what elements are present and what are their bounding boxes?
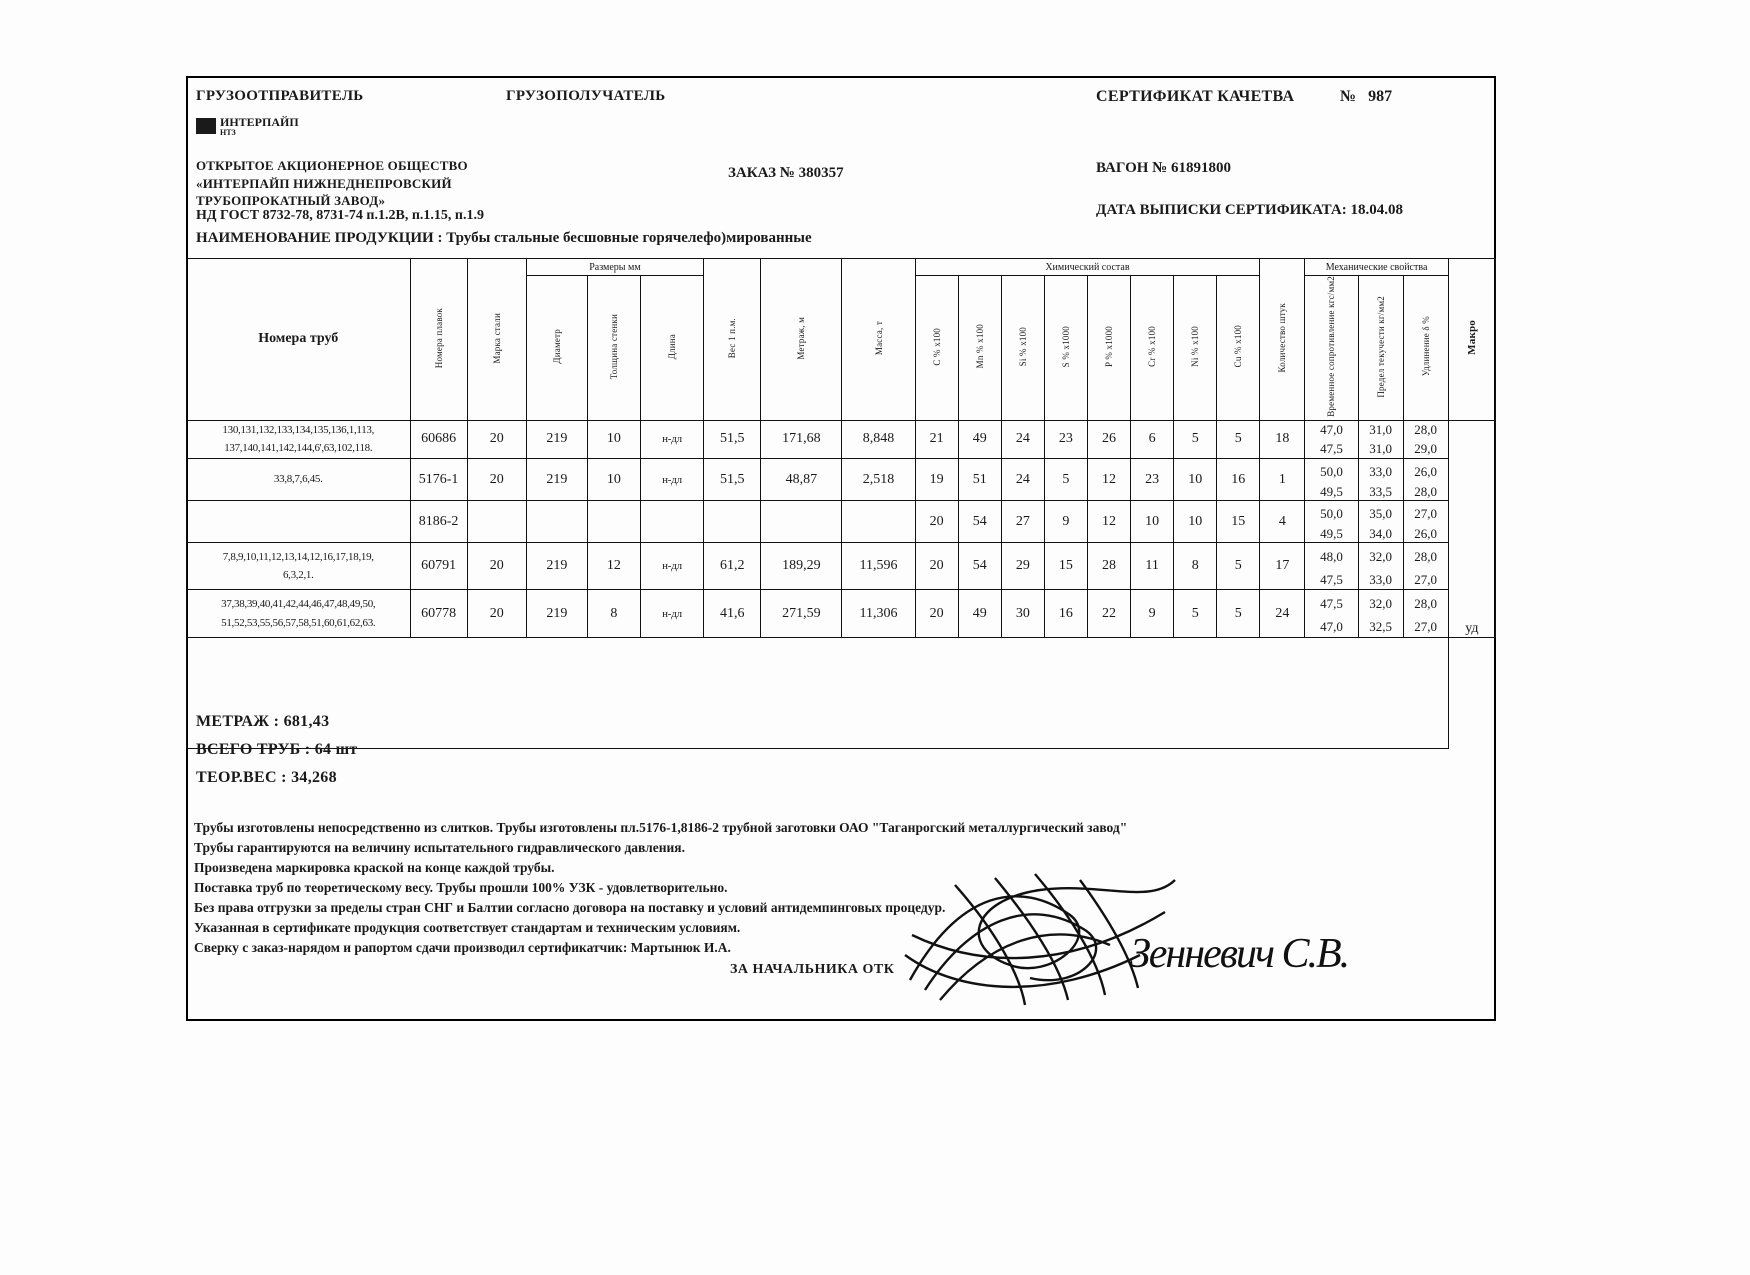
total-theoretical-weight: ТЕОР.ВЕС : 34,268 [196,769,337,786]
company-line-3: ТРУБОПРОКАТНЫЙ ЗАВОД» [196,193,386,208]
cell-mass: 11,596 [842,543,915,590]
table-totals-row [187,637,1496,748]
tube-numbers-line: 37,38,39,40,41,42,44,46,47,48,49,50, [221,597,376,610]
cell-quantity: 24 [1260,590,1305,637]
cell-steel-grade [467,501,526,543]
cell-cu: 5 [1217,420,1260,458]
table-group-header-row [187,259,1496,276]
cell-wall: 8 [587,590,640,637]
cell-p: 28 [1087,543,1130,590]
tube-numbers-line: 51,52,53,55,56,57,58,51,60,61,62,63. [221,616,376,629]
cell-meterage: 189,29 [761,543,842,590]
cell-ni: 10 [1174,501,1217,543]
col-header-meterage: Метраж, м [761,259,842,421]
cell-s: 5 [1044,459,1087,501]
col-header-length: Длина [640,276,703,421]
interpipe-logo-icon [196,118,216,134]
cell-si: 27 [1001,501,1044,543]
cell-diameter: 219 [526,420,587,458]
shipper-label: ГРУЗООТПРАВИТЕЛЬ [196,88,364,104]
cell-steel-grade: 20 [467,590,526,637]
note-line: Без права отгрузки за пределы стран СНГ и Балтии согласно договора на поставку и условий антидемпинговых процедур. [194,900,946,915]
cell-yield: 32,0 [1358,590,1403,618]
cell-heat-number: 60686 [410,420,467,458]
issue-date: ДАТА ВЫПИСКИ СЕРТИФИКАТА: 18.04.08 [1096,202,1404,218]
tube-numbers-line: 7,8,9,10,11,12,13,14,12,16,17,18,19, [222,550,374,563]
tube-numbers-line: 137,140,141,142,144,6',63,102,118. [224,442,373,455]
cell-mass: 2,518 [842,459,915,501]
cell-si: 29 [1001,543,1044,590]
tube-numbers-line: 130,131,132,133,134,135,136,1,113, [222,423,375,436]
col-header-elongation: Удлинение δ % [1403,276,1448,421]
cell-mass: 11,306 [842,590,915,637]
cell-tensile: 47,0 [1305,420,1358,439]
cell-length: н-дл [640,590,703,637]
cell-wall [587,501,640,543]
cell-ni: 5 [1174,420,1217,458]
cell-quantity: 17 [1260,543,1305,590]
company-line-1: ОТКРЫТОЕ АКЦИОНЕРНОЕ ОБЩЕСТВО [196,158,468,173]
cell-cr: 11 [1131,543,1174,590]
cell-s: 23 [1044,420,1087,458]
consignee-label: ГРУЗОПОЛУЧАТЕЛЬ [506,88,666,104]
cell-s: 15 [1044,543,1087,590]
col-header-si: Si % x100 [1001,276,1044,421]
cell-tensile: 47,5 [1305,439,1358,458]
cell-yield: 33,5 [1358,484,1403,501]
note-line: Указанная в сертификате продукция соответствует стандартам и техническим условиям. [194,920,741,935]
cell-mn: 54 [958,543,1001,590]
cell-ni: 5 [1174,590,1217,637]
cell-tube-numbers [187,501,411,543]
wagon-number: ВАГОН № 61891800 [1096,160,1231,176]
cell-yield: 35,0 [1358,501,1403,526]
cell-yield: 33,0 [1358,571,1403,590]
standards-line: НД ГОСТ 8732-78, 8731-74 п.1.2В, п.1.15, п.1.9 [196,208,484,223]
cell-elongation: 28,0 [1403,590,1448,618]
cell-length [640,501,703,543]
cell-weight-per-meter: 51,5 [704,459,761,501]
totals-area [187,637,1449,748]
cell-cu: 5 [1217,543,1260,590]
cell-cu: 5 [1217,590,1260,637]
cell-tensile: 47,5 [1305,590,1358,618]
cell-weight-per-meter [704,501,761,543]
cell-steel-grade: 20 [467,543,526,590]
cell-yield: 32,5 [1358,618,1403,637]
table-row [187,420,1496,439]
cell-wall: 10 [587,420,640,458]
cell-elongation: 27,0 [1403,571,1448,590]
cell-quantity: 18 [1260,420,1305,458]
cell-elongation: 29,0 [1403,439,1448,458]
cell-tube-numbers [187,590,411,637]
cell-length: н-дл [640,420,703,458]
cell-mass: 8,848 [842,420,915,458]
cell-steel-grade: 20 [467,459,526,501]
cell-p: 22 [1087,590,1130,637]
cell-elongation: 28,0 [1403,484,1448,501]
cell-tensile: 47,0 [1305,618,1358,637]
cell-length: н-дл [640,459,703,501]
cell-weight-per-meter: 51,5 [704,420,761,458]
col-header-heat-numbers: Номера плавок [410,259,467,421]
cell-tensile: 49,5 [1305,526,1358,543]
col-header-p: P % x1000 [1087,276,1130,421]
group-header-dimensions: Размеры мм [526,259,703,276]
col-header-mass: Масса, т [842,259,915,421]
cell-tensile: 48,0 [1305,543,1358,571]
cell-diameter: 219 [526,459,587,501]
cell-elongation: 26,0 [1403,526,1448,543]
tube-numbers-line: 6,3,2,1. [282,569,314,582]
table-row [187,459,1496,484]
col-header-cu: Cu % x100 [1217,276,1260,421]
certificate-table [186,258,1496,749]
cell-ni: 10 [1174,459,1217,501]
cell-mn: 51 [958,459,1001,501]
cell-s: 9 [1044,501,1087,543]
col-header-cr: Cr % x100 [1131,276,1174,421]
cell-weight-per-meter: 61,2 [704,543,761,590]
cell-yield: 31,0 [1358,439,1403,458]
cell-heat-number: 60778 [410,590,467,637]
cell-yield: 33,0 [1358,459,1403,484]
cell-meterage [761,501,842,543]
cell-tensile: 47,5 [1305,571,1358,590]
certificate-number-symbol: № [1340,88,1357,105]
cell-cu: 16 [1217,459,1260,501]
cell-mass [842,501,915,543]
cell-tube-numbers [187,420,411,458]
tube-numbers-line: 33,8,7,6,45. [273,473,323,486]
note-line: Трубы гарантируются на величину испытательного гидравлического давления. [194,840,685,855]
col-header-wall-thickness: Толщина стенки [587,276,640,421]
cell-si: 30 [1001,590,1044,637]
group-header-mechanical: Механические свойства [1305,259,1448,276]
cell-ni: 8 [1174,543,1217,590]
cell-quantity: 1 [1260,459,1305,501]
cell-elongation: 27,0 [1403,618,1448,637]
total-tubes: ВСЕГО ТРУБ : 64 шт [196,741,358,758]
cell-p: 26 [1087,420,1130,458]
total-meterage: МЕТРАЖ : 681,43 [196,713,330,730]
col-header-ni: Ni % x100 [1174,276,1217,421]
cell-c: 20 [915,590,958,637]
logo-subtext: НТЗ [220,128,236,137]
cell-macro [1448,420,1495,637]
note-line: Трубы изготовлены непосредственно из слитков. Трубы изготовлены пл.5176-1,8186-2 трубной заготовки ОАО "Таганрогский металлургический завод" [194,820,1128,835]
cell-cr: 10 [1131,501,1174,543]
cell-tube-numbers [187,543,411,590]
col-header-mn: Mn % x100 [958,276,1001,421]
col-header-s: S % x1000 [1044,276,1087,421]
col-header-diameter: Диаметр [526,276,587,421]
cell-meterage: 48,87 [761,459,842,501]
cell-diameter: 219 [526,590,587,637]
cell-meterage: 271,59 [761,590,842,637]
cell-si: 24 [1001,459,1044,501]
cell-wall: 12 [587,543,640,590]
cell-c: 21 [915,420,958,458]
cell-heat-number: 5176-1 [410,459,467,501]
table-row [187,590,1496,618]
cell-mn: 49 [958,590,1001,637]
col-header-c: C % x100 [915,276,958,421]
certificate-number [1340,88,1392,106]
cell-mn: 49 [958,420,1001,458]
note-line: Сверку с заказ-нарядом и рапортом сдачи производил сертификатчик: Мартынюк И.А. [194,940,731,955]
cell-heat-number: 60791 [410,543,467,590]
cell-yield: 34,0 [1358,526,1403,543]
cell-elongation: 26,0 [1403,459,1448,484]
group-header-chemistry: Химический состав [915,259,1260,276]
col-header-macro: Макро [1448,259,1495,421]
cell-elongation: 28,0 [1403,543,1448,571]
cell-p: 12 [1087,459,1130,501]
cell-mn: 54 [958,501,1001,543]
note-line: Произведена маркировка краской на конце каждой трубы. [194,860,555,875]
col-header-steel-grade: Марка стали [467,259,526,421]
cell-elongation: 28,0 [1403,420,1448,439]
cell-heat-number: 8186-2 [410,501,467,543]
table-row [187,543,1496,571]
cell-cu: 15 [1217,501,1260,543]
cell-tensile: 50,0 [1305,501,1358,526]
col-header-quantity: Количество штук [1260,259,1305,421]
table-row [187,501,1496,526]
cell-diameter: 219 [526,543,587,590]
cell-meterage: 171,68 [761,420,842,458]
company-line-2: «ИНТЕРПАЙП НИЖНЕДНЕПРОВСКИЙ [196,176,452,191]
cell-c: 20 [915,543,958,590]
signature-label: ЗА НАЧАЛЬНИКА ОТК [730,962,895,977]
macro-value: уд [1465,620,1479,636]
cell-tensile: 49,5 [1305,484,1358,501]
cell-cr: 9 [1131,590,1174,637]
cell-cr: 23 [1131,459,1174,501]
cell-c: 19 [915,459,958,501]
cell-p: 12 [1087,501,1130,543]
cell-cr: 6 [1131,420,1174,458]
col-header-tube-numbers: Номера труб [187,259,411,421]
certificate-number-value: 987 [1368,88,1393,105]
order-number: ЗАКАЗ № 380357 [728,165,844,181]
cell-quantity: 4 [1260,501,1305,543]
cell-s: 16 [1044,590,1087,637]
cell-yield: 31,0 [1358,420,1403,439]
col-header-tensile-strength: Временное сопротивление кгс/мм2 [1305,276,1358,421]
signature-text: Зенневич С.В. [1130,931,1349,977]
cell-elongation: 27,0 [1403,501,1448,526]
cell-yield: 32,0 [1358,543,1403,571]
product-name-line: НАИМЕНОВАНИЕ ПРОДУКЦИИ : Трубы стальные бесшовные горячелефо)мированные [196,230,812,246]
col-header-yield-strength: Предел текучести кг/мм2 [1358,276,1403,421]
cell-weight-per-meter: 41,6 [704,590,761,637]
note-line: Поставка труб по теоретическому весу. Трубы прошли 100% УЗК - удовлетворительно. [194,880,728,895]
cell-tensile: 50,0 [1305,459,1358,484]
certificate-title: СЕРТИФИКАТ КАЧЕТВА [1096,88,1295,105]
handwritten-signature-name [1130,930,1348,978]
cell-steel-grade: 20 [467,420,526,458]
logo-text: ИНТЕРПАЙП [220,115,299,129]
cell-length: н-дл [640,543,703,590]
cell-si: 24 [1001,420,1044,458]
cell-wall: 10 [587,459,640,501]
col-header-weight-per-meter: Вес 1 п.м. [704,259,761,421]
cell-diameter [526,501,587,543]
cell-c: 20 [915,501,958,543]
cell-tube-numbers [187,459,411,501]
